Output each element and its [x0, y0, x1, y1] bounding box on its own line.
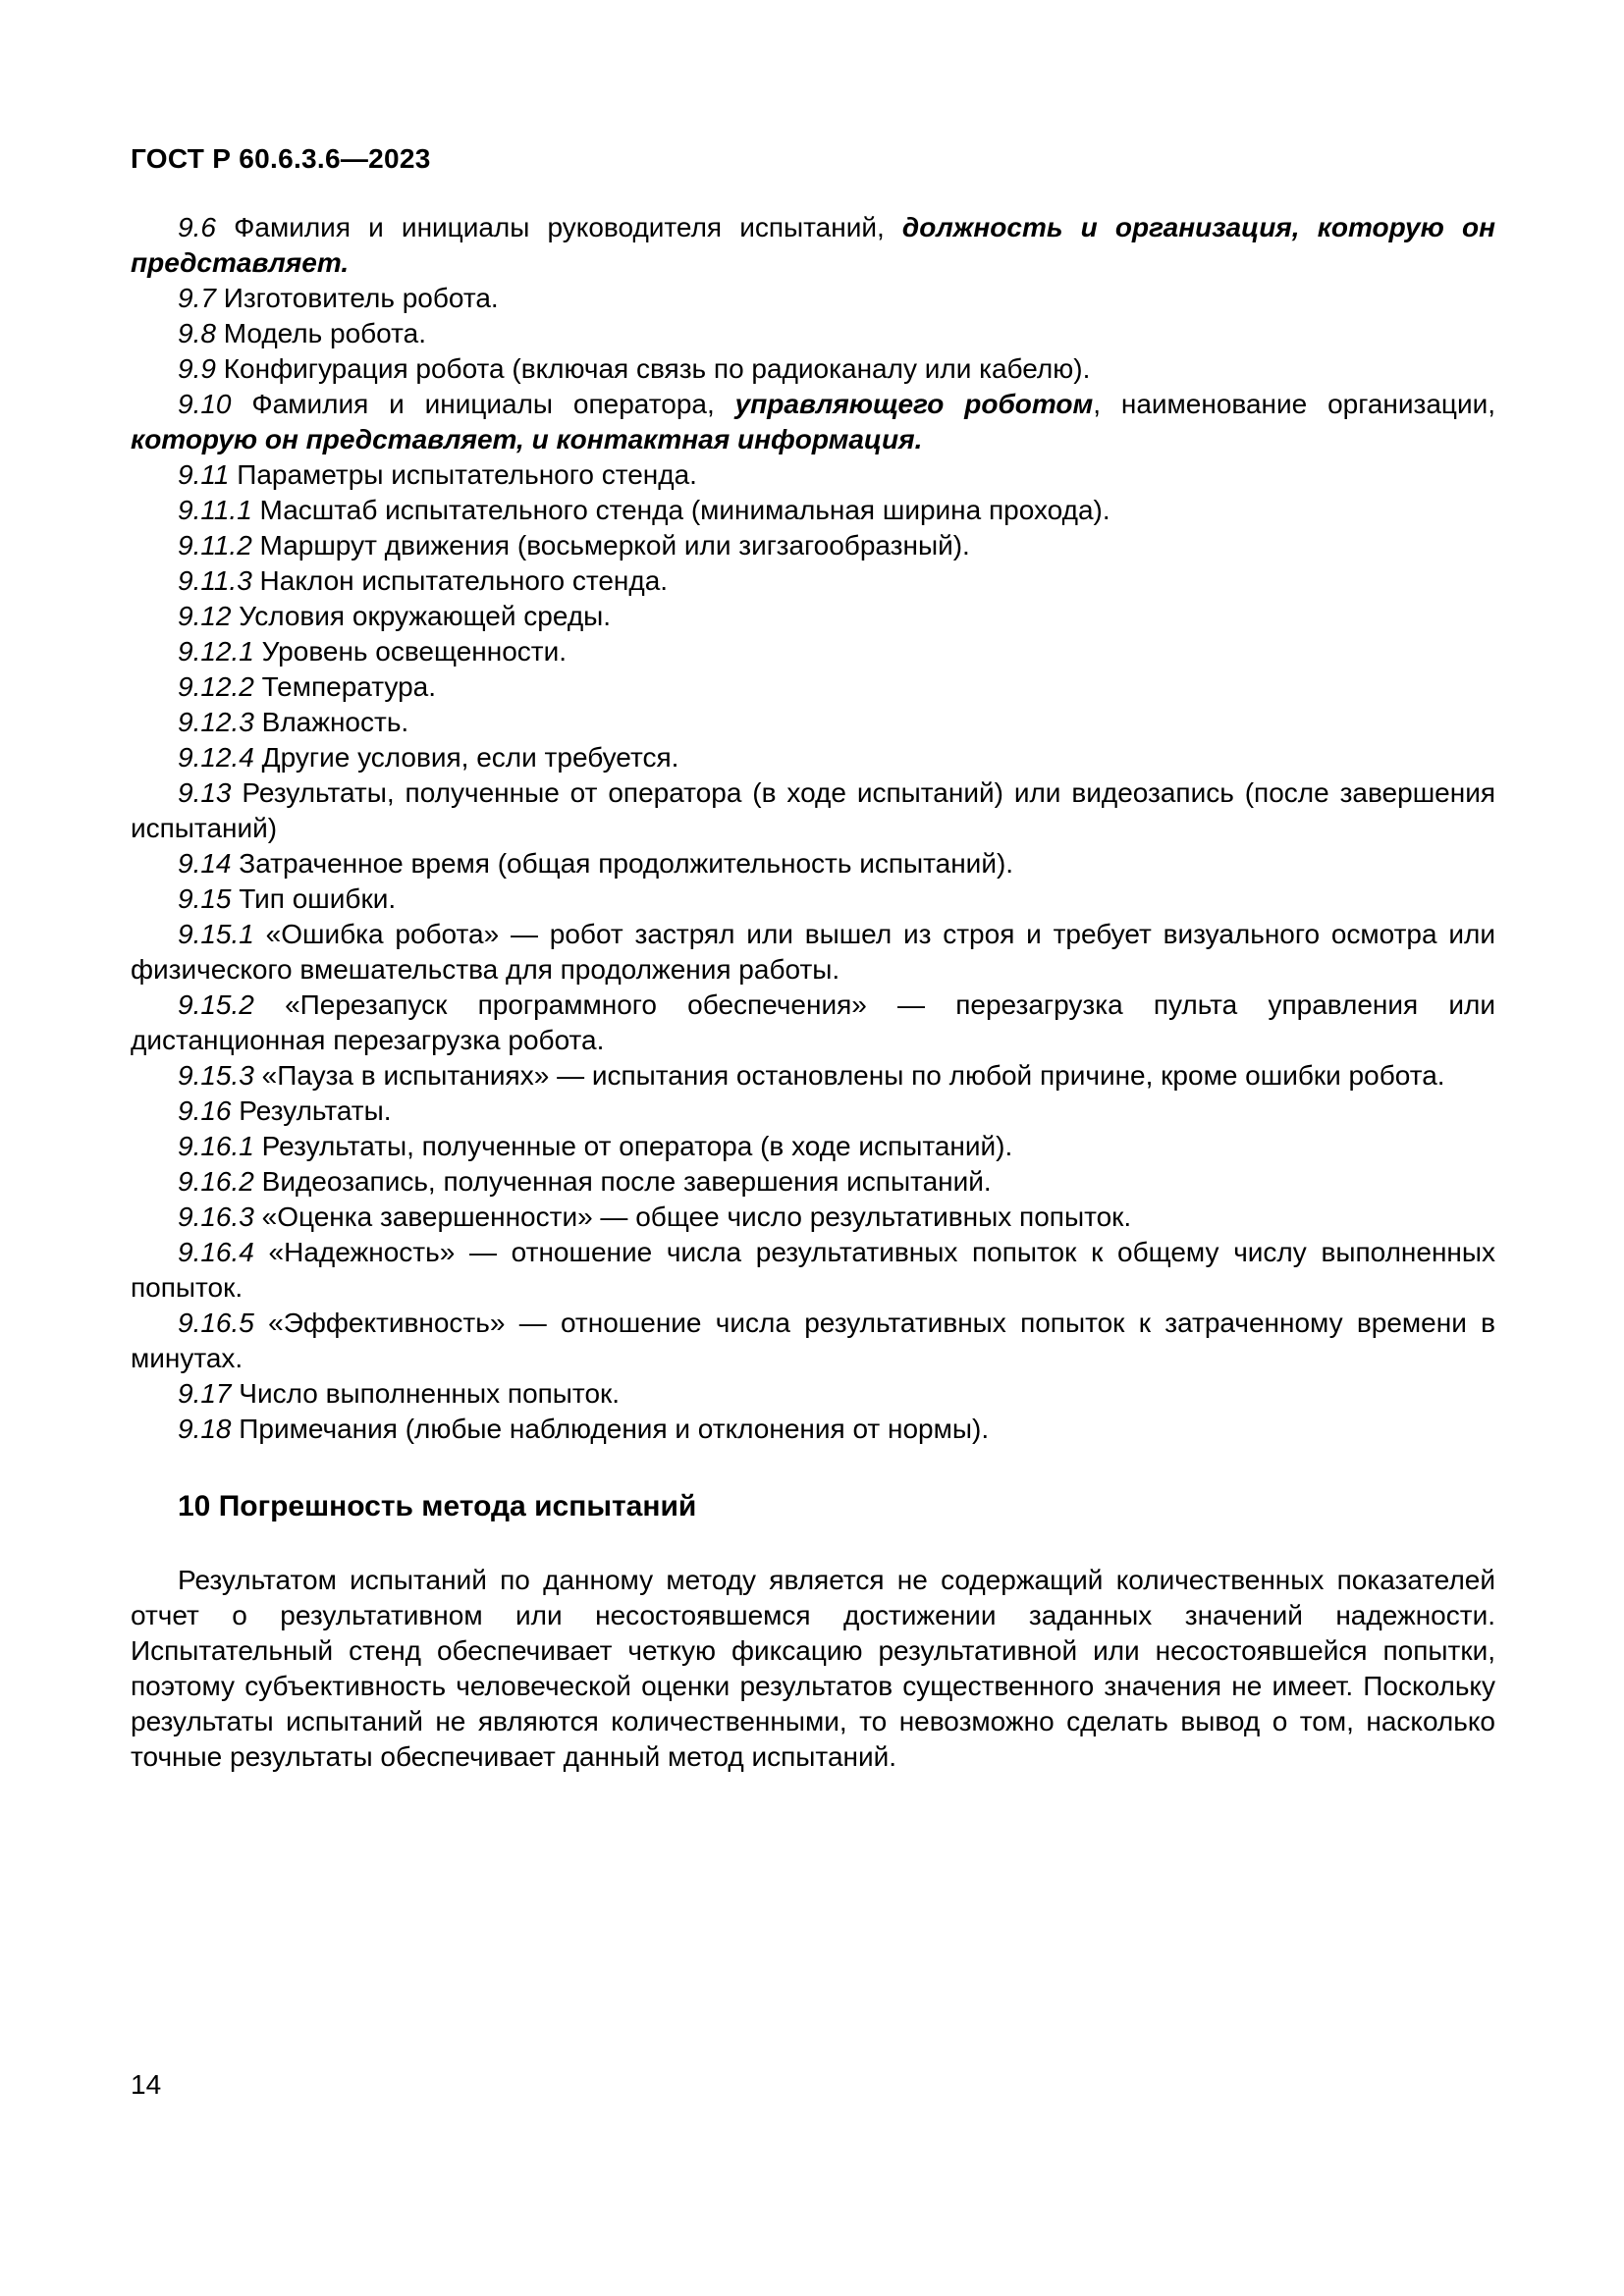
- text-run: Модель робота.: [215, 318, 426, 348]
- text-run: Масштаб испытательного стенда (минимальная ширина прохода).: [251, 495, 1110, 525]
- text-run: 9.10: [178, 389, 232, 419]
- text-run: должность и организация, которую он представляет.: [131, 212, 1495, 278]
- text-run: 9.9: [178, 353, 216, 384]
- list-item: [131, 1129, 1495, 1164]
- document-header: ГОСТ Р 60.6.3.6—2023: [131, 143, 431, 174]
- text-run: Наклон испытательного стенда.: [251, 565, 669, 596]
- list-item: [131, 881, 1495, 917]
- text-run: 9.17: [178, 1378, 232, 1409]
- text-run: 9.12.3: [178, 707, 254, 737]
- clause-list: [131, 210, 1495, 1447]
- text-run: 9.7: [178, 283, 216, 313]
- section-paragraph: Результатом испытаний по данному методу является не содержащий количественных показателей отчет о результативном или несостоявшемся достижении заданных значений надежности. Испытательный стенд обеспечивает четкую фиксацию результативной или несостоявшейся попытки, поэтому субъективность человеческой оценки результатов существенного значения не имеет. Поскольку результаты испытаний не являются количественными, то невозможно сделать вывод о том, насколько точные результаты обеспечивает данный метод испытаний.: [131, 1565, 1495, 1772]
- text-run: «Эффективность» — отношение числа результативных попыток к затраченному времени в минутах.: [131, 1308, 1495, 1373]
- text-run: Параметры испытательного стенда.: [229, 459, 697, 490]
- text-run: 9.11: [178, 459, 230, 490]
- text-run: 9.16.4: [178, 1237, 254, 1267]
- list-item: [131, 1094, 1495, 1129]
- text-run: Затраченное время (общая продолжительность испытаний).: [231, 848, 1014, 879]
- text-run: «Ошибка робота» — робот застрял или вышел из строя и требует визуального осмотра или физического вмешательства для продолжения работы.: [131, 919, 1495, 985]
- text-run: 9.16.5: [178, 1308, 254, 1338]
- list-item: [131, 846, 1495, 881]
- text-run: Результаты, полученные от оператора (в ходе испытаний).: [253, 1131, 1013, 1161]
- text-run: , наименование организации,: [1093, 389, 1496, 419]
- text-run: 9.6: [178, 212, 216, 242]
- list-item: [131, 1058, 1495, 1094]
- text-run: Фамилия и инициалы оператора,: [231, 389, 735, 419]
- list-item: [131, 1412, 1495, 1447]
- text-run: Результаты.: [231, 1095, 392, 1126]
- text-run: Видеозапись, полученная после завершения испытаний.: [253, 1166, 992, 1197]
- text-run: Температура.: [253, 671, 437, 702]
- list-item: [131, 1306, 1495, 1376]
- list-item: [131, 493, 1495, 528]
- text-run: управляющего роботом: [734, 389, 1094, 419]
- text-run: 9.15.2: [178, 989, 254, 1020]
- text-run: Маршрут движения (восьмеркой или зигзагообразный).: [251, 530, 970, 561]
- list-item: [131, 457, 1495, 493]
- list-item: [131, 988, 1495, 1058]
- text-run: Число выполненных попыток.: [231, 1378, 621, 1409]
- list-item: [131, 599, 1495, 634]
- text-run: 9.15.1: [178, 919, 254, 949]
- text-run: 9.13: [178, 777, 232, 808]
- text-run: Условия окружающей среды.: [231, 601, 612, 631]
- list-item: [131, 1235, 1495, 1306]
- text-run: Изготовитель робота.: [215, 283, 499, 313]
- list-item: [131, 563, 1495, 599]
- list-item: [131, 740, 1495, 775]
- text-run: Фамилия и инициалы руководителя испытаний,: [215, 212, 902, 242]
- text-run: «Пауза в испытаниях» — испытания остановлены по любой причине, кроме ошибки робота.: [253, 1060, 1445, 1091]
- text-run: 9.18: [178, 1414, 232, 1444]
- text-run: 9.12.4: [178, 742, 254, 773]
- document-content: [131, 210, 1495, 1775]
- text-run: 9.15.3: [178, 1060, 254, 1091]
- list-item: [131, 705, 1495, 740]
- text-run: 9.12.2: [178, 671, 254, 702]
- text-run: 9.12.1: [178, 636, 254, 667]
- text-run: 9.16.3: [178, 1201, 254, 1232]
- list-item: [131, 775, 1495, 846]
- text-run: «Перезапуск программного обеспечения» — перезагрузка пульта управления или дистанционная перезагрузка робота.: [131, 989, 1495, 1055]
- text-run: 9.16: [178, 1095, 232, 1126]
- text-run: 9.8: [178, 318, 216, 348]
- text-run: 9.12: [178, 601, 232, 631]
- text-run: 9.16.2: [178, 1166, 254, 1197]
- text-run: Результаты, полученные от оператора (в ходе испытаний) или видеозапись (после завершения испытаний): [131, 777, 1495, 843]
- list-item: [131, 917, 1495, 988]
- text-run: «Надежность» — отношение числа результативных попыток к общему числу выполненных попыток.: [131, 1237, 1495, 1303]
- text-run: 9.14: [178, 848, 232, 879]
- text-run: «Оценка завершенности» — общее число результативных попыток.: [253, 1201, 1132, 1232]
- text-run: Влажность.: [253, 707, 409, 737]
- text-run: Конфигурация робота (включая связь по радиоканалу или кабелю).: [215, 353, 1091, 384]
- list-item: [131, 210, 1495, 281]
- text-run: Примечания (любые наблюдения и отклонения от нормы).: [231, 1414, 990, 1444]
- text-run: 9.16.1: [178, 1131, 254, 1161]
- text-run: 9.11.1: [178, 495, 252, 525]
- section-heading: 10 Погрешность метода испытаний: [178, 1490, 697, 1522]
- text-run: Другие условия, если требуется.: [253, 742, 679, 773]
- list-item: [131, 281, 1495, 316]
- page-number: 14: [131, 2069, 162, 2100]
- list-item: [131, 351, 1495, 387]
- list-item: [131, 1376, 1495, 1412]
- list-item: [131, 528, 1495, 563]
- list-item: [131, 1164, 1495, 1200]
- list-item: [131, 387, 1495, 457]
- list-item: [131, 634, 1495, 669]
- text-run: которую он представляет, и контактная информация.: [131, 424, 923, 454]
- list-item: [131, 669, 1495, 705]
- text-run: 9.11.2: [178, 530, 252, 561]
- text-run: Уровень освещенности.: [253, 636, 568, 667]
- text-run: Тип ошибки.: [231, 883, 397, 914]
- text-run: 9.15: [178, 883, 232, 914]
- text-run: 9.11.3: [178, 565, 252, 596]
- list-item: [131, 1200, 1495, 1235]
- list-item: [131, 316, 1495, 351]
